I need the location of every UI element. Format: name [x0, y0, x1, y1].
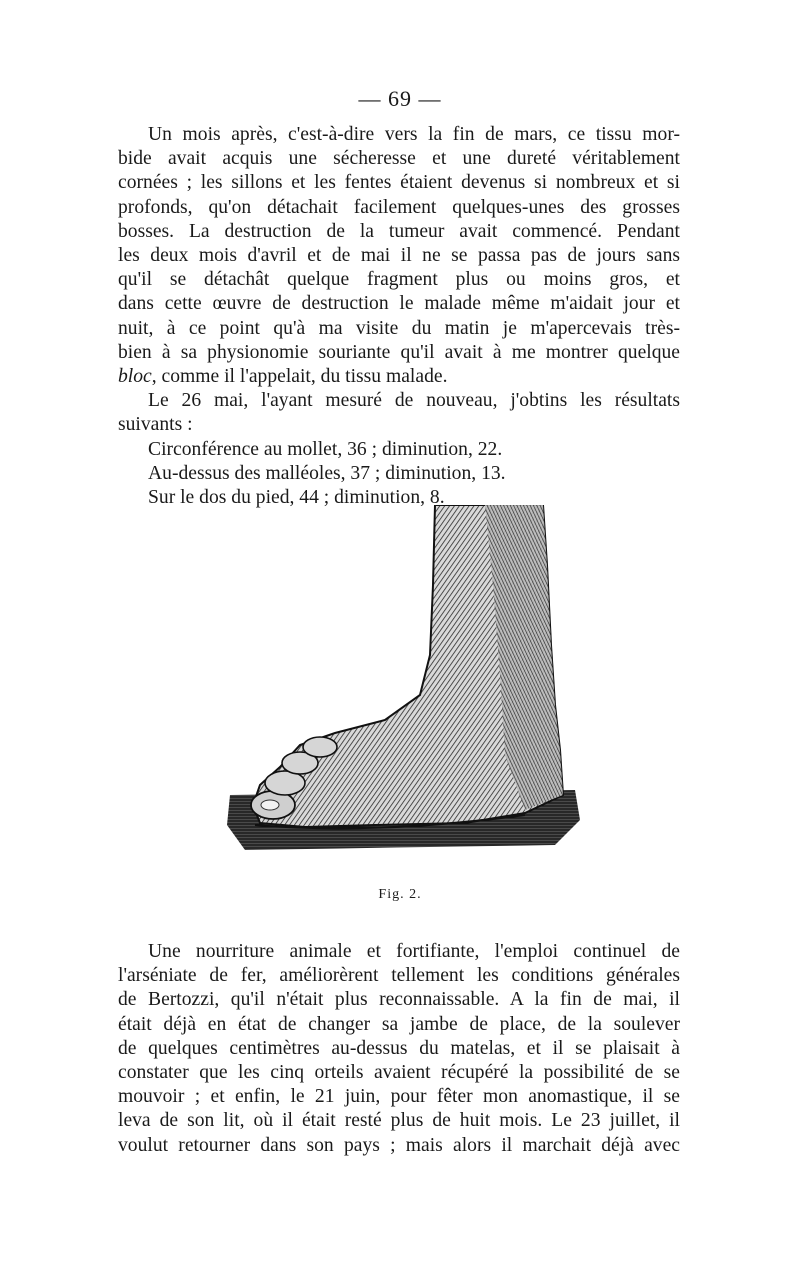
- italic-word: bloc: [118, 366, 152, 388]
- text-line: constater que les cinq orteils avaient récupéré la possibilité de se: [118, 1062, 680, 1084]
- text-line: nuit, à ce point qu'à ma visite du matin je m'apercevais très-: [118, 317, 680, 339]
- measurement-line: Circonférence au mollet, 36 ; diminution, 22.: [148, 438, 503, 460]
- text-line: bien à sa physionomie souriante qu'il avait à me montrer quelque: [118, 341, 680, 363]
- foot-illustration: [225, 505, 585, 860]
- figure-caption: Fig. 2.: [378, 887, 422, 902]
- text-line: les deux mois d'avril et de mai il ne se passa pas de jours sans: [118, 245, 680, 267]
- text-line: Un mois après, c'est-à-dire vers la fin de mars, ce tissu mor-: [148, 124, 680, 145]
- text-line: [118, 365, 680, 389]
- top-text-block: [118, 123, 680, 510]
- text-fragment: , comme il l'appelait, du tissu malade.: [151, 366, 448, 388]
- text-line: l'arséniate de fer, améliorèrent tellement les conditions générales: [118, 965, 680, 987]
- bottom-text-block: [118, 940, 680, 1158]
- text-line: Le 26 mai, l'ayant mesuré de nouveau, j'obtins les résultats: [148, 390, 680, 412]
- text-line: de Bertozzi, qu'il n'était plus reconnaissable. A la fin de mai, il: [118, 989, 680, 1011]
- measurement-line: Au-dessus des malléoles, 37 ; diminution, 13.: [148, 462, 506, 484]
- text-line: qu'il se détachât quelque fragment plus ou moins gros, et: [118, 269, 680, 291]
- text-line: bide avait acquis une sécheresse et une dureté véritablement: [118, 148, 680, 170]
- text-line: était déjà en état de changer sa jambe de place, de la soulever: [118, 1013, 680, 1035]
- page-number: — 69 —: [358, 86, 442, 111]
- text-line: suivants :: [118, 414, 193, 436]
- text-line: dans cette œuvre de destruction le malade même m'aidait jour et: [118, 293, 680, 315]
- text-line: leva de son lit, où il était resté plus de huit mois. Le 23 juillet, il: [118, 1110, 680, 1132]
- text-line: cornées ; les sillons et les fentes étaient devenus si nombreux et si: [118, 172, 680, 194]
- text-line: bosses. La destruction de la tumeur avait commencé. Pendant: [118, 220, 680, 242]
- measurement-line: Sur le dos du pied, 44 ; diminution, 8.: [148, 487, 445, 509]
- text-line: Une nourriture animale et fortifiante, l'emploi continuel de: [148, 941, 680, 962]
- text-line: de quelques centimètres au-dessus du matelas, et il se plaisait à: [118, 1037, 680, 1059]
- text-line: mouvoir ; et enfin, le 21 juin, pour fêter mon anomastique, il se: [118, 1086, 680, 1108]
- text-line: voulut retourner dans son pays ; mais alors il marchait déjà avec: [118, 1134, 680, 1156]
- text-line: profonds, qu'on détachait facilement quelques-unes des grosses: [118, 196, 680, 218]
